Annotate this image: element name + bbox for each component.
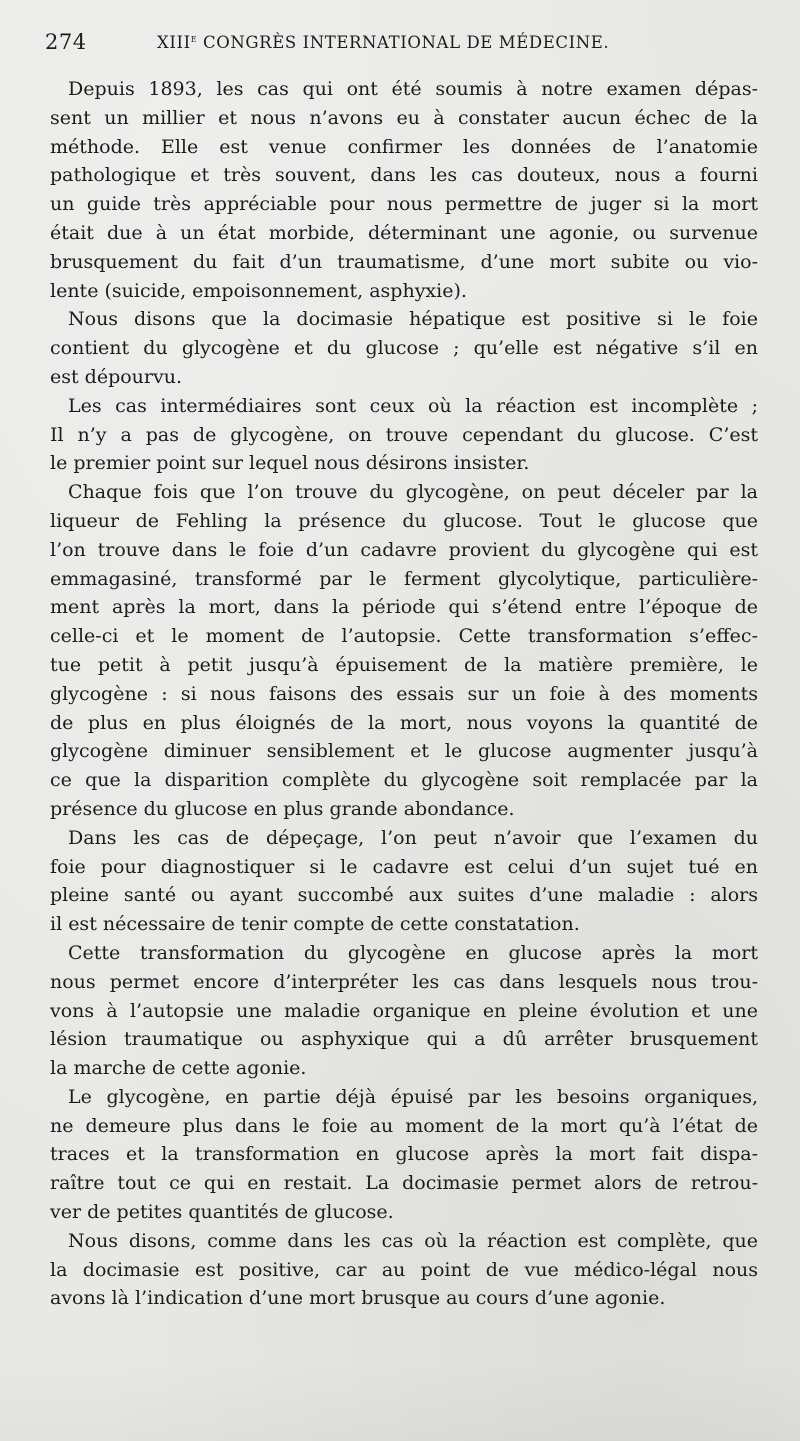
text-line: Nous disons, comme dans les cas où la réaction est complète, que	[68, 1229, 758, 1252]
paragraph-8	[50, 1227, 758, 1313]
text-line: ver de petites quantités de glucose.	[50, 1201, 394, 1224]
text-line: était due à un état morbide, déterminant une agonie, ou survenue	[50, 221, 758, 244]
text-line: tue petit à petit jusqu’à épuisement de la matière première, le	[50, 653, 758, 676]
text-line: le premier point sur lequel nous désirons insister.	[50, 452, 530, 475]
text-line: Chaque fois que l’on trouve du glycogène, on peut déceler par la	[68, 481, 758, 504]
text-line: raître tout ce qui en restait. La docimasie permet alors de retrou-	[50, 1172, 758, 1195]
text-line: la docimasie est positive, car au point de vue médico-légal nous	[50, 1258, 758, 1281]
text-line: présence du glucose en plus grande abondance.	[50, 797, 515, 820]
text-line: Depuis 1893, les cas qui ont été soumis à notre examen dépas-	[68, 78, 758, 100]
text-line: Cette transformation du glycogène en glucose après la mort	[68, 941, 758, 964]
text-line: la marche de cette agonie.	[50, 1057, 307, 1080]
text-line: méthode. Elle est venue confirmer les données de l’anatomie	[50, 135, 758, 158]
text-line: vons à l’autopsie une maladie organique en pleine évolution et une	[50, 999, 758, 1022]
text-line: Dans les cas de dépeçage, l’on peut n’avoir que l’examen du	[68, 826, 758, 849]
text-line: de plus en plus éloignés de la mort, nous voyons la quantité de	[50, 711, 758, 734]
paragraph-7	[50, 1083, 758, 1227]
text-line: Les cas intermédiaires sont ceux où la réaction est incomplète ;	[68, 394, 758, 417]
text-line: il est nécessaire de tenir compte de cette constatation.	[50, 913, 580, 936]
paragraph-3	[50, 392, 758, 478]
paragraph-5	[50, 824, 758, 939]
text-line: avons là l’indication d’une mort brusque au cours d’une agonie.	[50, 1287, 666, 1310]
text-line: est dépourvu.	[50, 365, 183, 388]
text-line: glycogène : si nous faisons des essais sur un foie à des moments	[50, 682, 758, 705]
text-line: l’on trouve dans le foie d’un cadavre provient du glycogène qui est	[50, 538, 758, 561]
page-bottom-shade	[0, 1360, 800, 1441]
paragraph-1	[50, 75, 758, 305]
text-line: pathologique et très souvent, dans les cas douteux, nous a fourni	[50, 164, 758, 187]
text-line: emmagasiné, transformé par le ferment glycolytique, particulière-	[50, 567, 758, 590]
text-line: ne demeure plus dans le foie au moment de la mort qu’à l’état de	[50, 1114, 758, 1137]
page-number: 274	[45, 30, 87, 54]
text-line: ce que la disparition complète du glycogène soit remplacée par la	[50, 769, 758, 792]
running-title	[157, 32, 609, 52]
body-text	[50, 75, 758, 1313]
text-line: sent un millier et nous n’avons eu à constater aucun échec de la	[50, 106, 758, 129]
text-line: pleine santé ou ayant succombé aux suites d’une maladie : alors	[50, 884, 758, 907]
text-line: celle-ci et le moment de l’autopsie. Cette transformation s’effec-	[50, 625, 758, 648]
text-line: contient du glycogène et du glucose ; qu’elle est négative s’il en	[50, 337, 758, 360]
paragraph-2	[50, 305, 758, 391]
running-title-prefix: XIII	[157, 33, 191, 52]
text-line: foie pour diagnostiquer si le cadavre est celui d’un sujet tué en	[50, 855, 758, 878]
page-header	[45, 30, 765, 64]
running-title-rest: CONGRÈS INTERNATIONAL DE MÉDECINE.	[197, 33, 610, 52]
text-line: Le glycogène, en partie déjà épuisé par les besoins organiques,	[68, 1085, 758, 1108]
paragraph-4	[50, 478, 758, 824]
text-line: Il n’y a pas de glycogène, on trouve cependant du glucose. C’est	[50, 423, 758, 446]
text-line: un guide très appréciable pour nous permettre de juger si la mort	[50, 193, 758, 216]
text-line: liqueur de Fehling la présence du glucose. Tout le glucose que	[50, 509, 758, 532]
text-line: Nous disons que la docimasie hépatique est positive si le foie	[68, 308, 758, 331]
text-line: ment après la mort, dans la période qui s’étend entre l’époque de	[50, 596, 758, 619]
text-line: glycogène diminuer sensiblement et le glucose augmenter jusqu’à	[50, 740, 758, 763]
text-line: brusquement du fait d’un traumatisme, d’une mort subite ou vio-	[50, 250, 758, 273]
text-line: traces et la transformation en glucose après la mort fait dispa-	[50, 1143, 758, 1166]
text-line: nous permet encore d’interpréter les cas dans lesquels nous trou-	[50, 970, 758, 993]
paragraph-6	[50, 939, 758, 1083]
text-line: lésion traumatique ou asphyxique qui a dû arrêter brusquement	[50, 1028, 758, 1051]
running-title-sup: e	[190, 32, 198, 45]
text-line: lente (suicide, empoisonnement, asphyxie).	[50, 279, 467, 302]
